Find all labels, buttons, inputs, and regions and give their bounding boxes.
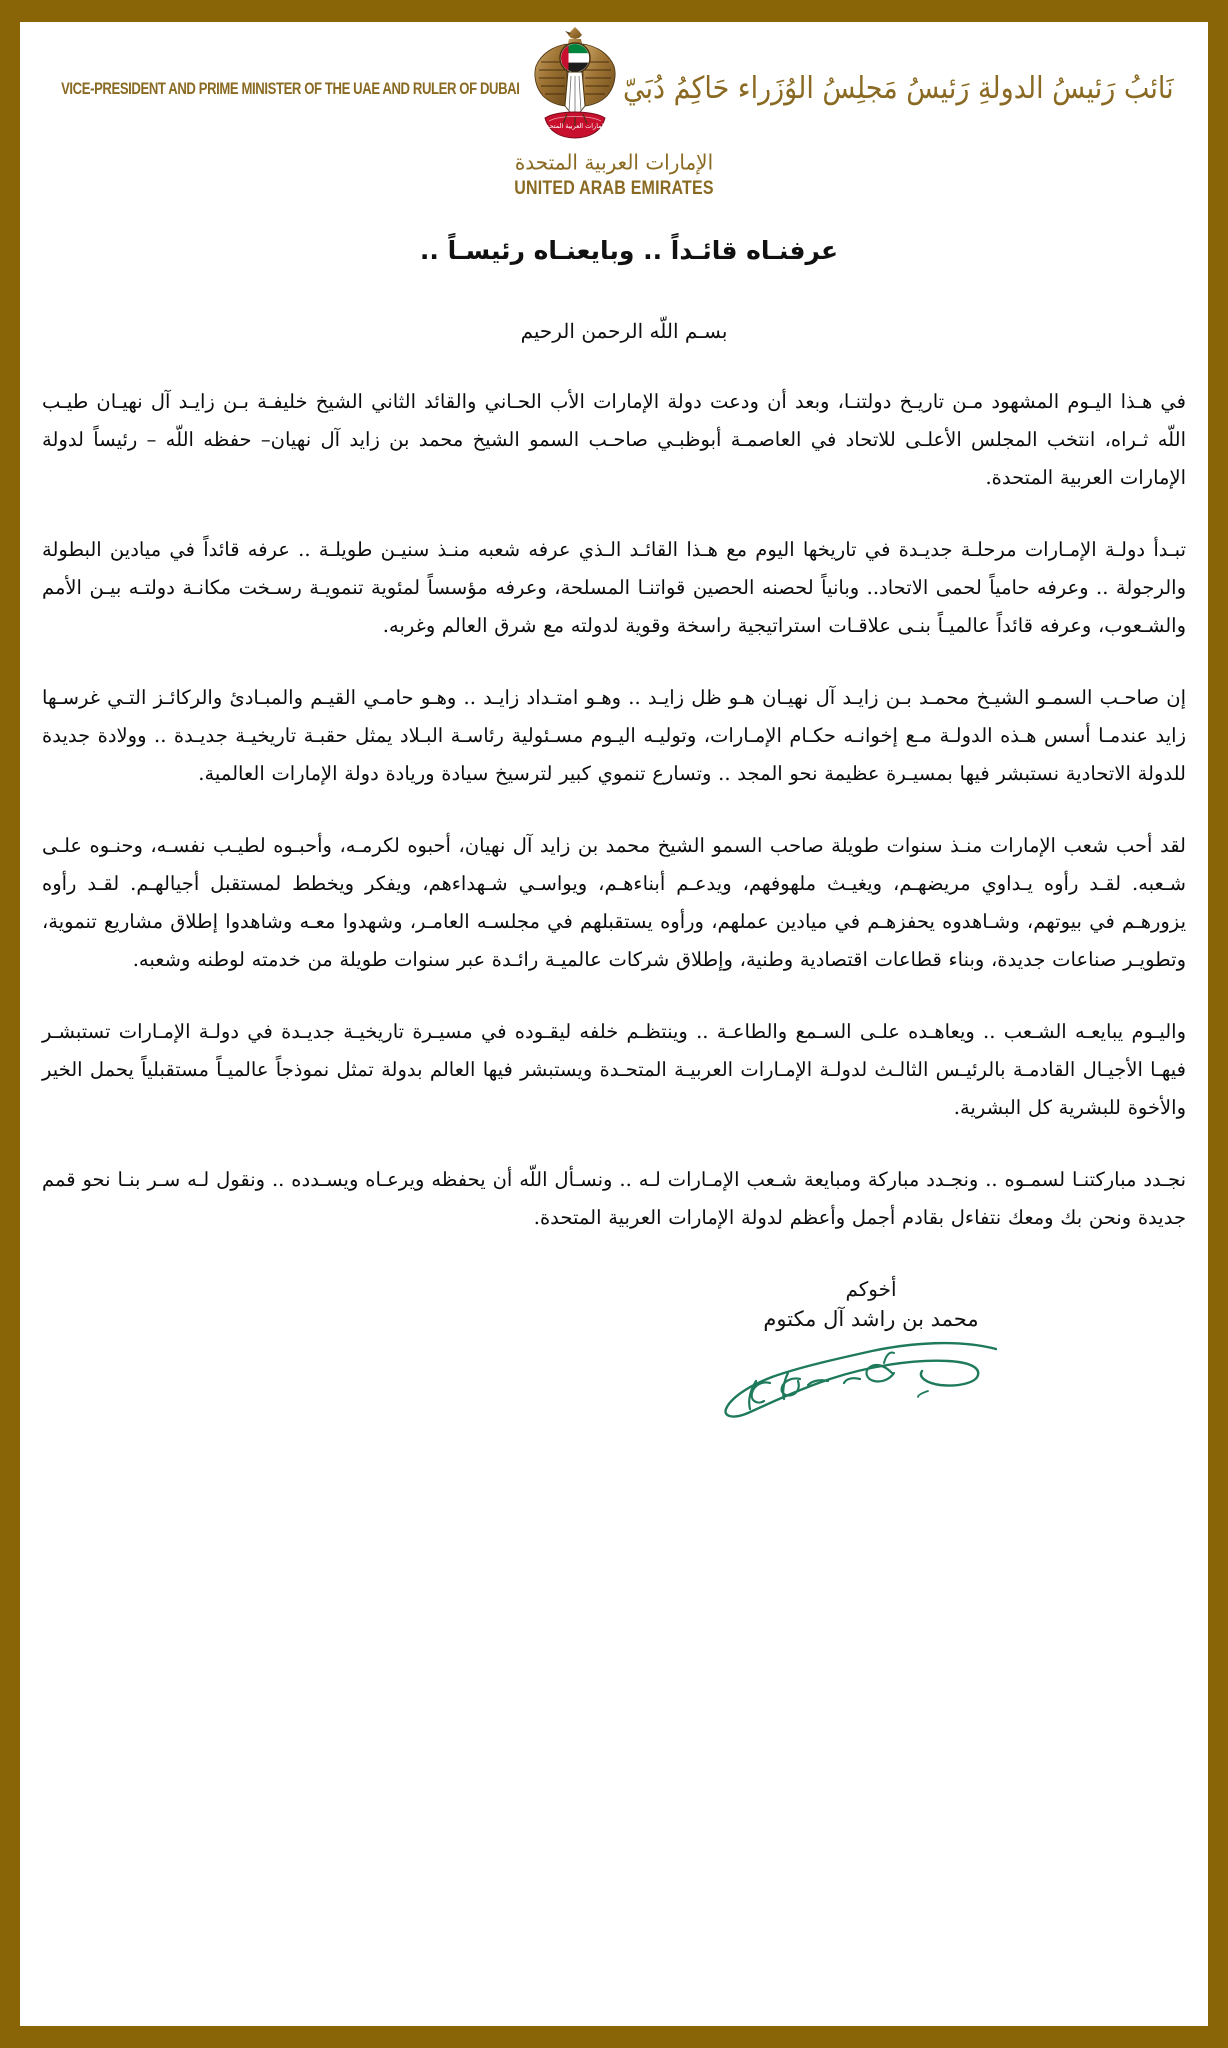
document-sheet (20, 22, 1208, 2026)
signature-name: محمد بن راشد آل مكتوم (763, 1307, 979, 1332)
paragraph: لقد أحب شعب الإمارات منـذ سنوات طويلة صاحب السمو الشيخ محمد بن زايد آل نهيان، أحبوه لكرمـه، وأحبـوه لطيـب نفسـه، وحنـوه علـى شـعبه. لقـد رأوه يـداوي مريضهـم، ويغيـث ملهوفهم، ويدعـم أبناءهـم، ويواسـي شـهداءهم، ويفكر ويخطط لمستقبل أجيالهـم. لقـد رأوه يزورهـم في بيوتهم، وشـاهدوه يحفزهـم في ميادين عملهم، ورأوه يستقبلهم في مجلسـه العامـر، وشهدوا معـه وشاهدوا إطلاق مشاريع تنموية، وتطويـر صناعات جديدة، وبناء قطاعات اقتصادية وطنية، وإطلاق شركات عالميـة رائـدة عبر سنوات طويلة من خدمته لوطنه وشعبه. (42, 834, 1186, 972)
country-name-english: UNITED ARAB EMIRATES (514, 178, 714, 199)
letterhead (20, 22, 1208, 222)
svg-text:الإمارات العربية المتحدة: الإمارات العربية المتحدة (542, 122, 608, 130)
letterhead-titles-row (20, 22, 1208, 154)
uae-federal-emblem-falcon-icon (527, 22, 623, 154)
letterhead-arabic-title: نَائبُ رَئيسُ الدولةِ رَئيسُ مَجلِسُ الوُزَراء حَاكِمُ دُبَيّ (622, 70, 1174, 106)
signature-greeting: أخوكم (845, 1277, 897, 1302)
paragraph: واليـوم يبايعـه الشـعب .. ويعاهـده علـى السـمع والطاعـة .. وينتظـم خلفه ليقـوده في مسيـرة تاريخيـة جديـدة في دولـة الإمـارات تستبشـر فيهـا الأجيـال القادمـة بالرئيـس الثالـث لدولـة الإمـارات العربيـة المتحـدة ويستبشر فيها العالم بدولة تمثل نموذجاً عالميـاً مستقبلياً يحمل الخير والأخوة للبشرية كل البشرية. (42, 1020, 1186, 1120)
paragraph: في هـذا اليـوم المشهود مـن تاريـخ دولتنـا، وبعد أن ودعت دولة الإمارات الأب الحـاني والقائد الثاني الشيخ خليفـة بـن زايـد آل نهيـان طيـب اللّه ثـراه، انتخب المجلس الأعلـى للاتحاد في العاصمـة أبوظبـي صاحـب السمو الشيخ محمد بن زايد آل نهيان– حفظه اللّه – رئيساً لدولة الإمارات العربية المتحدة. (42, 390, 1186, 490)
letterhead-country-block (20, 150, 1208, 198)
paragraph: تبـدأ دولـة الإمـارات مرحلـة جديـدة في تاريخها اليوم مع هـذا القائـد الـذي عرفه شعبه منـذ سنيـن طويلـة .. عرفه قائداً في ميادين البطولة والرجولة .. وعرفه حامياً لحمى الاتحاد.. وبانياً لحصنه الحصين قواتنـا المسلحة، وعرفه مؤسساً لمئوية تنمويـة رسـخت مكانـة دولتـه بيـن الأمم والشـعوب، وعرفه قائداً عالميـاً بنـى علاقـات استراتيجية راسخة وقوية لدولته مع شرق العالم وغربه. (42, 538, 1186, 638)
signature-block (42, 1277, 1186, 1421)
letter-body (20, 236, 1208, 1421)
paragraph: إن صاحـب السمـو الشيـخ محمـد بـن زايـد آل نهيـان هـو ظل زايـد .. وهـو امتـداد زايـد .. وهـو حامـي القيـم والمبـادئ والركائـز التـي غرسـها زايد عندمـا أسس هـذه الدولـة مـع إخوانـه حكـام الإمـارات، وتوليـه اليـوم مسـئولية رئاسـة البـلاد يمثل حقبـة تاريخيـة جديـدة .. وولادة جديدة للدولة الاتحادية نستبشر فيها بمسيـرة عظيمة نحو المجد .. وتسارع تنموي كبير لترسيخ سيادة وريادة دولة الإمارات العالمية. (42, 686, 1186, 786)
letterhead-english-title: VICE-PRESIDENT AND PRIME MINISTER OF THE UAE AND RULER OF DUBAI (61, 78, 520, 98)
page-title: عرفنـاه قائـداً .. وبايعنـاه رئيسـاً .. (419, 236, 839, 265)
paragraph: نجـدد مباركتنـا لسمـوه .. ونجـدد مباركة ومبايعة شـعب الإمـارات لـه .. ونسـأل اللّه أن يحفظه ويرعـاه ويسـدده .. ونقول لـه سـر بنـا نحو قمم جديدة ونحن بك ومعك نتفاءل بقادم أجمل وأعظم لدولة الإمارات العربية المتحدة. (42, 1168, 1186, 1230)
country-name-arabic: الإمارات العربية المتحدة (514, 149, 714, 175)
bismillah-line: بسـم اللّه الرحمن الرحيم (520, 319, 728, 343)
handwritten-signature-mark-icon (696, 1333, 1036, 1421)
